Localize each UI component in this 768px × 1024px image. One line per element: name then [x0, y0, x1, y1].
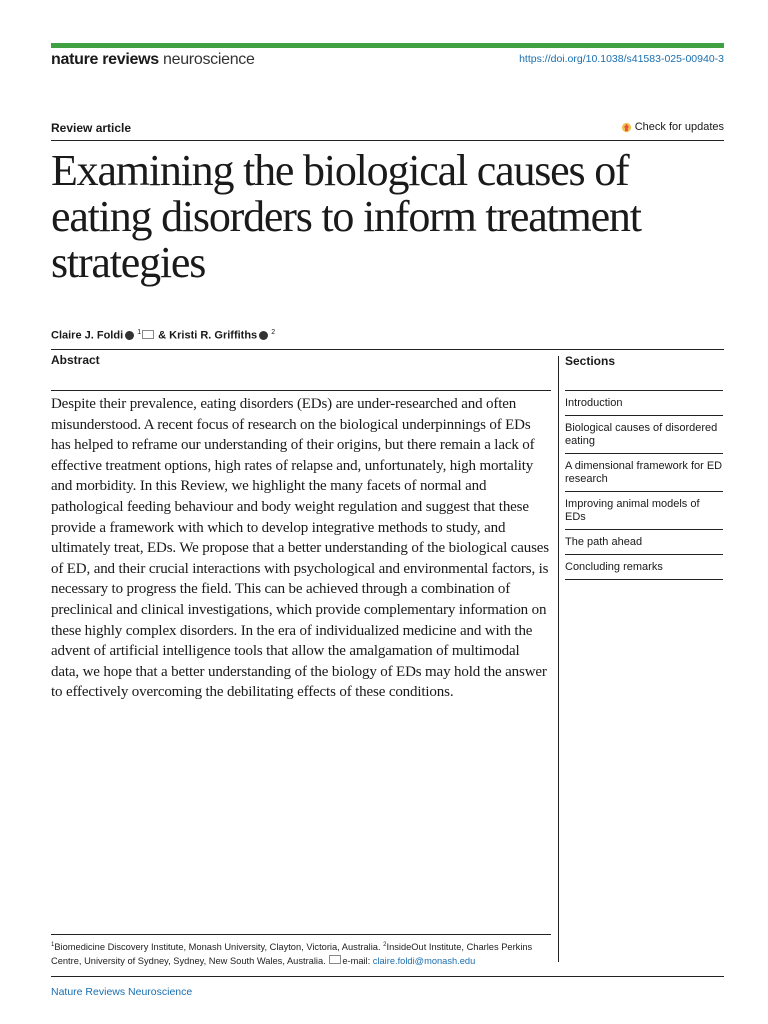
affiliations-divider — [51, 934, 551, 935]
section-link-introduction[interactable]: Introduction — [565, 390, 723, 415]
article-type: Review article — [51, 121, 132, 135]
journal-color-bar — [51, 43, 724, 48]
abstract-divider — [51, 390, 551, 391]
journal-name-bold: nature reviews — [51, 51, 159, 68]
section-link-concluding-remarks[interactable]: Concluding remarks — [565, 554, 723, 580]
journal-name-light: neuroscience — [163, 51, 255, 68]
footer-journal-name: Nature Reviews Neuroscience — [51, 986, 193, 998]
authors-divider — [51, 349, 724, 350]
affiliation-1-marker: 1 — [51, 942, 55, 948]
section-link-path-ahead[interactable]: The path ahead — [565, 529, 723, 554]
email-label: e-mail: — [342, 956, 373, 967]
affiliation-2: InsideOut Institute, Charles Perkins Centre, University of Sydney, Sydney, New South Wales, Australia. — [51, 942, 533, 967]
abstract-text: Despite their prevalence, eating disorders (EDs) are under-researched and often misunderstood. A recent focus of research on the biological underpinnings of EDs has helped to reframe our understanding of their origins, but there remain a lack of effective treatment options, high rates of relapse and, unfortunately, high mortality and morbidity. In this Review, we highlight the many facets of normal and pathological feeding behaviour and body weight regulation and suggest that these provide a framework with which to develop integrative methods to study, and ultimately treat, EDs. We propose that a better understanding of the biological causes of ED, and their crucial interactions with psychological and environmental factors, is necessary to progress the field. This can be achieved through a combination of preclinical and clinical investigations, which provide complementary information on these highly complex disorders. In the era of individualized medicine and with the advent of artificial intelligence tools that allow the amalgamation of multimodal data, we hope that a better understanding of the biology of EDs may hold the answer to effectively overcoming the debilitating effects of these conditions. — [51, 396, 549, 701]
author-2[interactable]: & Kristi R. Griffiths — [158, 329, 258, 342]
footer-divider — [51, 976, 724, 977]
column-divider — [558, 356, 559, 962]
email-icon[interactable] — [142, 330, 154, 339]
check-updates-icon — [621, 122, 632, 133]
author-list — [51, 329, 275, 342]
author-1-affiliation: 1 — [137, 329, 142, 336]
abstract-heading: Abstract — [51, 353, 100, 367]
email-icon — [329, 955, 341, 964]
affiliation-2-marker: 2 — [383, 942, 387, 948]
doi-link[interactable]: https://doi.org/10.1038/s41583-025-00940-3 — [519, 53, 724, 65]
sections-list — [565, 390, 723, 580]
section-link-dimensional-framework[interactable]: A dimensional framework for ED research — [565, 453, 723, 491]
header-divider — [51, 140, 724, 141]
article-title: Examining the biological causes of eating disorders to inform treatment strategies — [51, 146, 641, 287]
affiliation-1: Biomedicine Discovery Institute, Monash University, Clayton, Victoria, Australia. — [54, 942, 384, 953]
journal-name — [51, 51, 255, 69]
affiliations — [51, 938, 551, 968]
section-link-animal-models[interactable]: Improving animal models of EDs — [565, 491, 723, 529]
section-link-biological-causes[interactable]: Biological causes of disordered eating — [565, 415, 723, 453]
check-for-updates-button[interactable] — [621, 121, 724, 133]
author-2-affiliation: 2 — [271, 329, 276, 336]
author-1[interactable]: Claire J. Foldi — [51, 329, 124, 342]
email-link[interactable]: claire.foldi@monash.edu — [372, 956, 476, 967]
orcid-icon[interactable] — [259, 331, 268, 340]
sections-heading: Sections — [565, 354, 616, 368]
orcid-icon[interactable] — [125, 331, 134, 340]
check-updates-label: Check for updates — [634, 121, 724, 133]
